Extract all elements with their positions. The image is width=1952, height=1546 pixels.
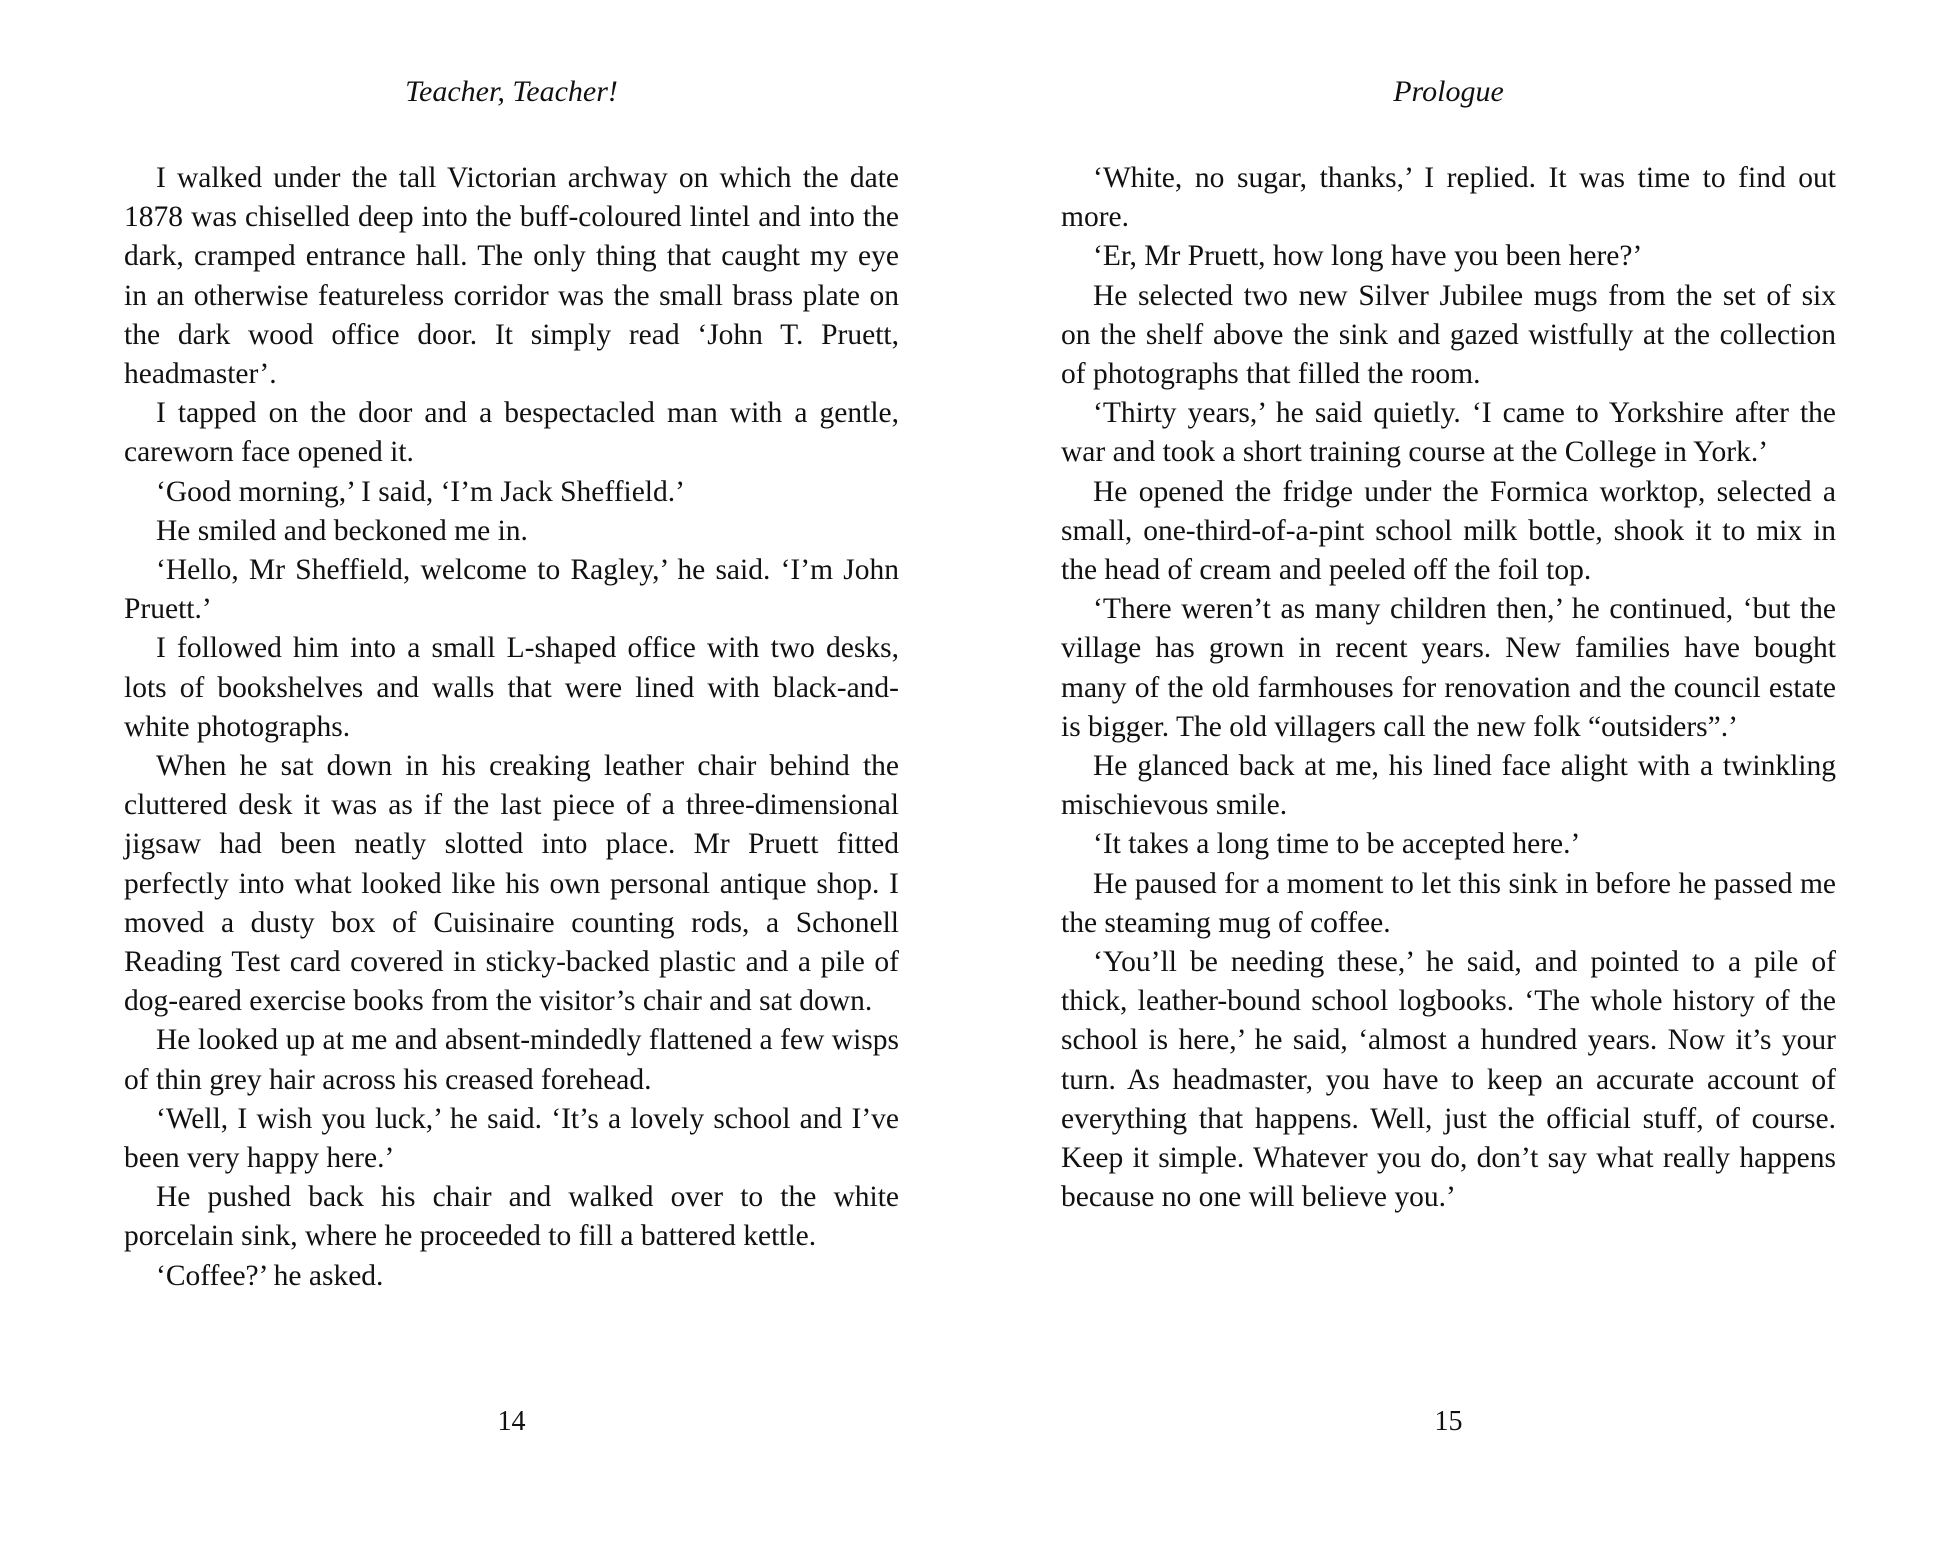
left-page <box>124 0 899 1546</box>
paragraph: ‘You’ll be needing these,’ he said, and pointed to a pile of thick, leather-bound school logbooks. ‘The whole history of the school is here,’ he said, ‘almost a hundred years. Now it’s your turn. As headmaster, you have to keep an accurate account of everything that happens. Well, just the official stuff, of course. Keep it simple. Whatever you do, don’t say what really happens because no one will believe you.’ <box>1061 946 1836 1214</box>
paragraph: He opened the fridge under the Formica worktop, selected a small, one-third-of-a-pint school milk bottle, shook it to mix in the head of cream and peeled off the foil top. <box>1061 475 1836 587</box>
paragraph: He pushed back his chair and walked over to the white porcelain sink, where he proceeded to fill a battered kettle. <box>124 1181 899 1253</box>
paragraph: ‘Thirty years,’ he said quietly. ‘I came to Yorkshire after the war and took a short training course at the College in York.’ <box>1061 397 1836 469</box>
paragraph: ‘Well, I wish you luck,’ he said. ‘It’s a lovely school and I’ve been very happy here.’ <box>124 1102 899 1175</box>
paragraph: ‘There weren’t as many children then,’ he continued, ‘but the village has grown in recent years. New families have bought many of the old farmhouses for renovation and the council estate is bigger. The old villagers call the new folk “outsiders”.’ <box>1061 593 1836 743</box>
paragraph: ‘Coffee?’ he asked. <box>156 1259 384 1292</box>
paragraph: I walked under the tall Victorian archway on which the date 1878 was chiselled deep into the buff-coloured lintel and into the dark, cramped entrance hall. The only thing that caught my eye in an otherwise featureless corridor was the small brass plate on the dark wood office door. It simply read ‘John T. Pruett, headmaster’. <box>124 162 899 391</box>
paragraph: I tapped on the door and a bespectacled man with a gentle, careworn face opened it. <box>124 397 899 469</box>
running-head-right: Prologue <box>1393 75 1504 108</box>
paragraph: He selected two new Silver Jubilee mugs from the set of six on the shelf above the sink and gazed wistfully at the collection of photographs that filled the room. <box>1061 279 1836 391</box>
right-page-body <box>1061 159 1836 1217</box>
paragraph: ‘Er, Mr Pruett, how long have you been here?’ <box>1093 240 1643 273</box>
paragraph: When he sat down in his creaking leather chair behind the cluttered desk it was as if the last piece of a three-dimensional jigsaw had been neatly slotted into place. Mr Pruett fitted perfectly into what looked like his own personal antique shop. I moved a dusty box of Cuisinaire counting rods, a Schonell Reading Test card covered in sticky-backed plastic and a pile of dog-eared exercise books from the visitor’s chair and sat down. <box>124 750 899 1018</box>
paragraph: ‘Hello, Mr Sheffield, welcome to Ragley,’ he said. ‘I’m John Pruett.’ <box>124 554 899 626</box>
running-head-left: Teacher, Teacher! <box>405 75 618 108</box>
paragraph: He glanced back at me, his lined face alight with a twinkling mischievous smile. <box>1061 750 1836 822</box>
page-number-left: 14 <box>497 1406 526 1437</box>
paragraph: ‘White, no sugar, thanks,’ I replied. It was time to find out more. <box>1061 162 1836 234</box>
paragraph: I followed him into a small L-shaped office with two desks, lots of bookshelves and walls that were lined with black-and-white photographs. <box>124 632 899 743</box>
paragraph: He smiled and beckoned me in. <box>156 514 528 547</box>
paragraph: He paused for a moment to let this sink in before he passed me the steaming mug of coffee. <box>1061 867 1836 939</box>
left-page-body <box>124 159 899 1296</box>
right-page <box>1061 0 1836 1546</box>
page-number-right: 15 <box>1434 1406 1463 1437</box>
paragraph: ‘It takes a long time to be accepted here.’ <box>1093 828 1581 861</box>
paragraph: ‘Good morning,’ I said, ‘I’m Jack Sheffield.’ <box>156 475 685 508</box>
paragraph: He looked up at me and absent-mindedly flattened a few wisps of thin grey hair across his creased forehead. <box>124 1024 899 1096</box>
